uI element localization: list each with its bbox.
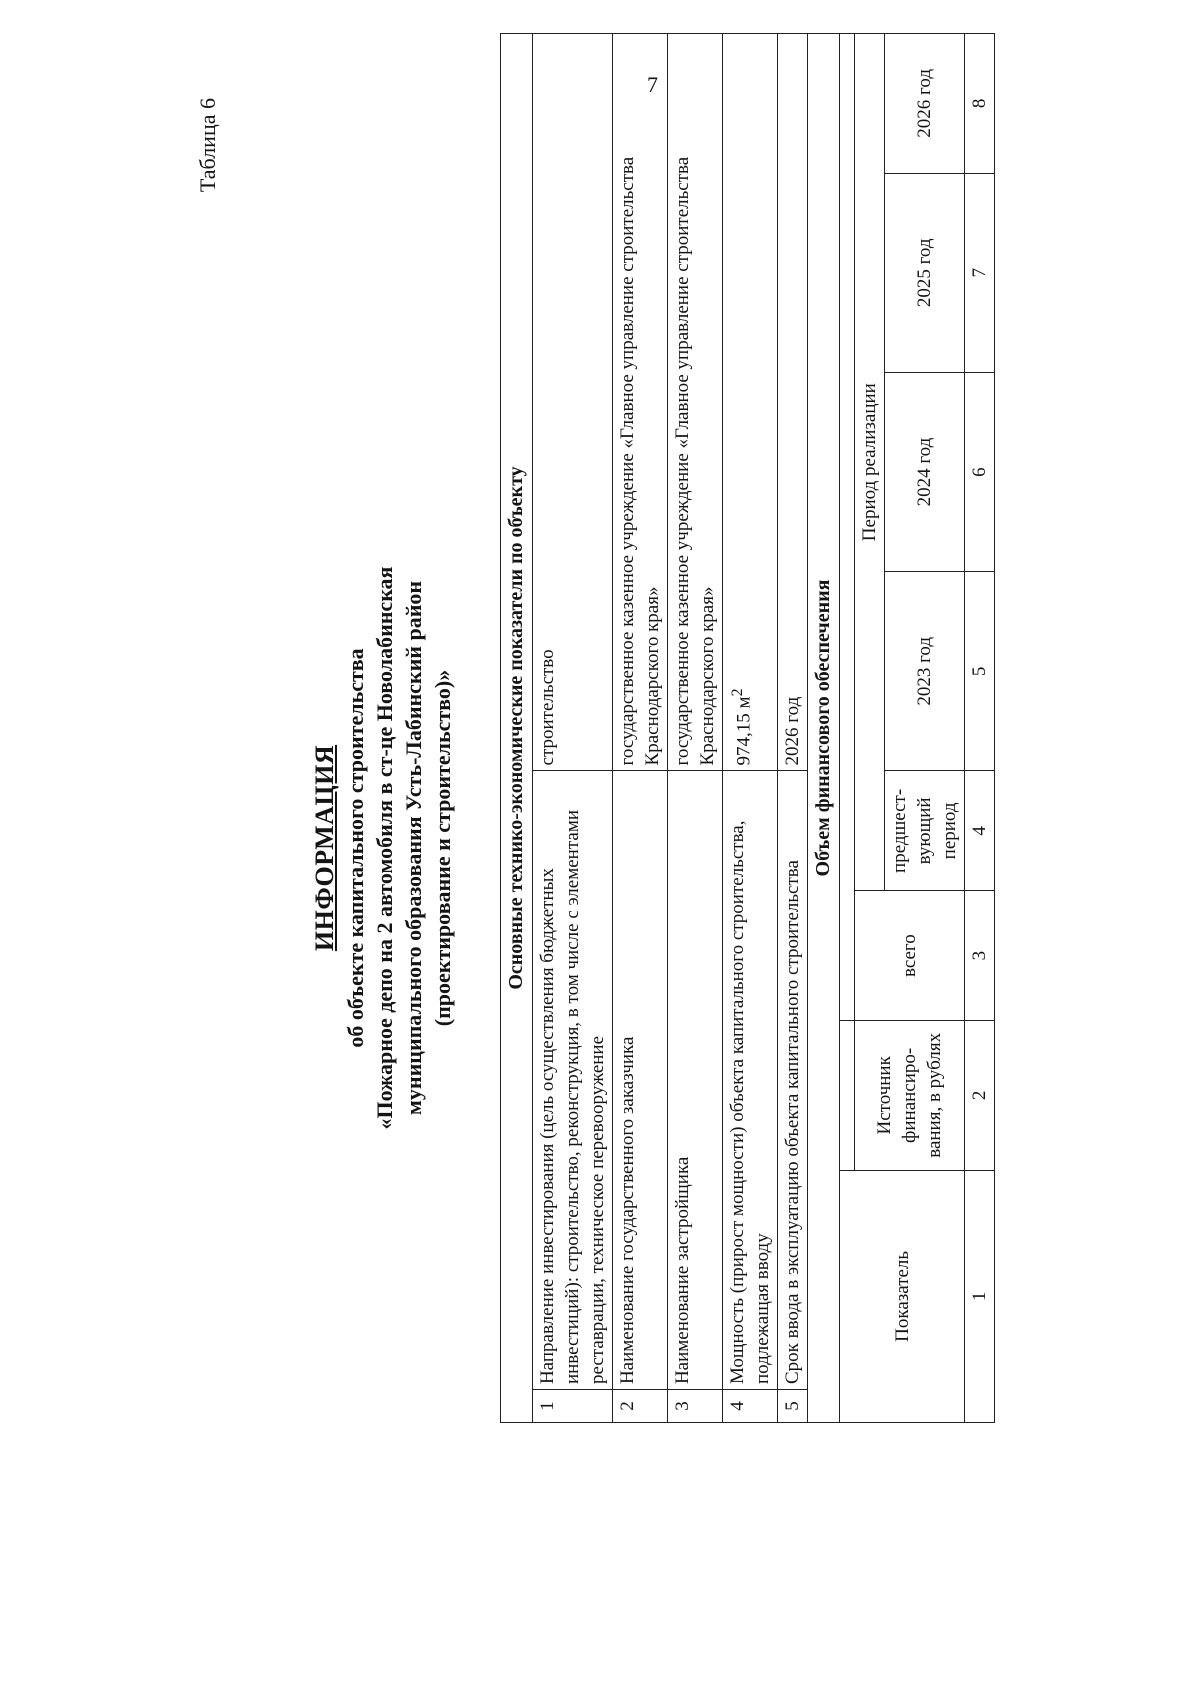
- pad-row: [840, 34, 855, 1423]
- row-value: 2026 год: [778, 34, 808, 771]
- title-line-4: муниципального образования Усть-Лабинский район: [401, 580, 426, 1116]
- capacity-value: 974,15 м: [733, 696, 755, 766]
- row-value: [723, 34, 778, 771]
- table-row: [723, 34, 778, 1423]
- year-header: 2024 год: [885, 372, 965, 571]
- year-header: 2023 год: [885, 572, 965, 771]
- rotated-content: [195, 68, 1085, 1598]
- row-number: 3: [668, 1390, 723, 1423]
- pad-cell: [840, 34, 855, 1021]
- capacity-unit-superscript: 2: [729, 688, 746, 697]
- column-number: 1: [965, 1170, 995, 1422]
- period-header: Период реализации: [855, 34, 885, 891]
- table-row: [613, 34, 668, 1423]
- row-label: Направление инвестирования (цель осуществления бюджетных инвестиций): строительство, реконструкция, в том числе с элементами реставрации, техническое перевооружение: [533, 771, 613, 1390]
- table-row: [668, 34, 723, 1423]
- table-caption: Таблица 6: [195, 98, 220, 193]
- column-number: 6: [965, 372, 995, 571]
- row-number: 5: [778, 1390, 808, 1423]
- column-number: 4: [965, 771, 995, 891]
- total-header: всего: [855, 891, 965, 1021]
- title-main: ИНФОРМАЦИЯ: [310, 744, 339, 952]
- title-line-5: (проектирование и строительство)»: [430, 669, 455, 1027]
- page-number: 7: [647, 72, 658, 97]
- row-label: Наименование застройщика: [668, 771, 723, 1390]
- table-row: [778, 34, 808, 1423]
- row-value: государственное казенное учреждение «Главное управление строительства Краснодарского края»: [613, 34, 668, 771]
- row-label: Срок ввода в эксплуатацию объекта капитального строительства: [778, 771, 808, 1390]
- row-label: Мощность (прирост мощности) объекта капитального строительства, подлежащая вводу: [723, 771, 778, 1390]
- column-numbers-row: [965, 34, 995, 1423]
- object-info-table: [500, 33, 995, 1423]
- title-line-3: «Пожарное депо на 2 автомобиля в ст-це Новолабинская: [372, 566, 397, 1130]
- source-header: Источник финансиро-вания, в рублях: [855, 1020, 965, 1170]
- column-number: 2: [965, 1020, 995, 1170]
- column-number: 3: [965, 891, 995, 1021]
- title-line-2: об объекте капитального строительства: [343, 648, 368, 1048]
- section2-header-row: [808, 34, 840, 1423]
- prev-period-header: предшест-вующий период: [885, 771, 965, 891]
- row-number: 1: [533, 1390, 613, 1423]
- indicator-header: Показатель: [840, 1170, 965, 1422]
- section2-heading: Объем финансового обеспечения: [808, 34, 840, 1423]
- pad-cell: [840, 1020, 855, 1170]
- column-number: 7: [965, 173, 995, 372]
- row-label: Наименование государственного заказчика: [613, 771, 668, 1390]
- row-value: строительство: [533, 34, 613, 771]
- row-number: 2: [613, 1390, 668, 1423]
- year-header: 2025 год: [885, 173, 965, 372]
- section1-heading: Основные технико-экономические показатели по объекту: [501, 34, 533, 1423]
- column-number: 5: [965, 572, 995, 771]
- section1-header-row: [501, 34, 533, 1423]
- column-number: 8: [965, 34, 995, 174]
- year-header: 2026 год: [885, 34, 965, 174]
- table-row: [533, 34, 613, 1423]
- document-title: [310, 98, 457, 1598]
- row-number: 4: [723, 1390, 778, 1423]
- row-value: государственное казенное учреждение «Главное управление строительства Краснодарского края»: [668, 34, 723, 771]
